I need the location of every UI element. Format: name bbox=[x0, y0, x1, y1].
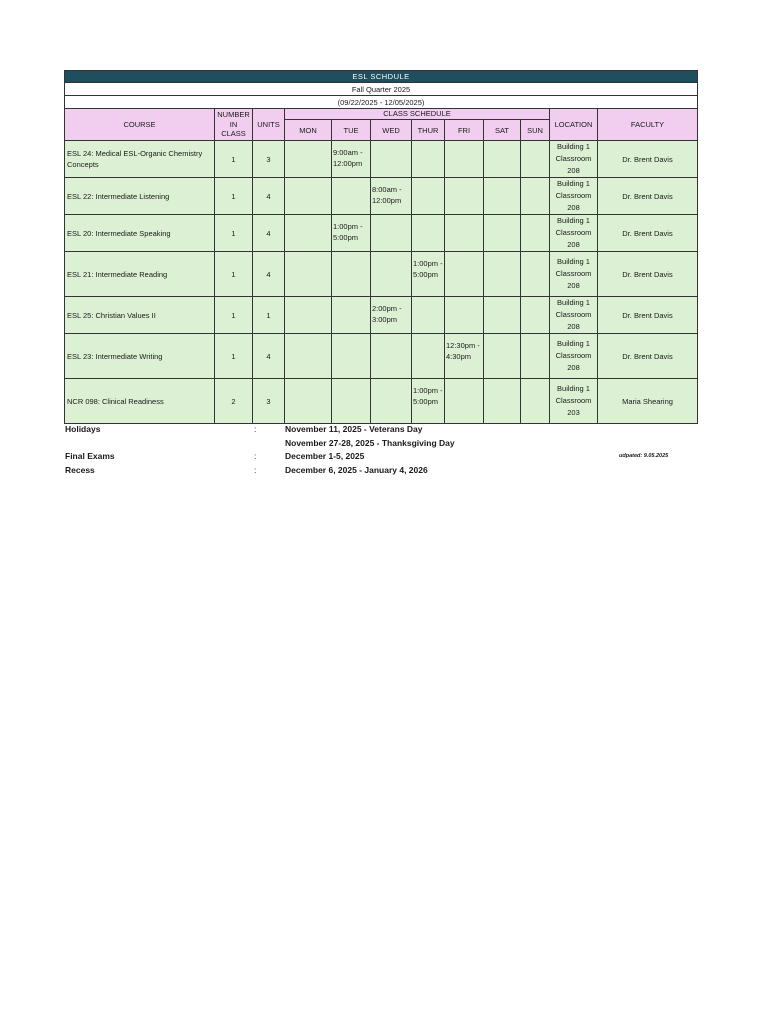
day-cell-fri bbox=[445, 297, 484, 334]
note-row bbox=[64, 424, 697, 438]
day-cell-thur bbox=[412, 178, 445, 215]
course-cell: ESL 20: Intermediate Speaking bbox=[65, 215, 215, 252]
units-cell: 1 bbox=[253, 297, 285, 334]
quarter-dates: (09/22/2025 - 12/05/2025) bbox=[65, 96, 698, 109]
note-label: Holidays bbox=[65, 424, 101, 434]
day-cell-sun bbox=[521, 215, 550, 252]
day-cell-mon bbox=[285, 379, 332, 424]
day-cell-sun bbox=[521, 379, 550, 424]
location-header: LOCATION bbox=[550, 109, 598, 141]
day-cell-mon bbox=[285, 215, 332, 252]
notes-section bbox=[64, 424, 697, 478]
day-cell-thur bbox=[412, 334, 445, 379]
day-cell-mon bbox=[285, 297, 332, 334]
note-row bbox=[64, 438, 697, 452]
day-header-tue: TUE bbox=[332, 120, 371, 141]
course-cell: NCR 098: Clinical Readiness bbox=[65, 379, 215, 424]
number-in-class-cell: 1 bbox=[215, 215, 253, 252]
units-cell: 3 bbox=[253, 141, 285, 178]
day-cell-fri: 12:30pm - 4:30pm bbox=[445, 334, 484, 379]
day-cell-wed bbox=[371, 141, 412, 178]
units-header: UNITS bbox=[253, 109, 285, 141]
day-cell-sun bbox=[521, 334, 550, 379]
day-header-wed: WED bbox=[371, 120, 412, 141]
table-row bbox=[65, 178, 698, 215]
table-row bbox=[65, 141, 698, 178]
number-in-class-header: NUMBER IN CLASS bbox=[215, 109, 253, 141]
day-cell-wed bbox=[371, 252, 412, 297]
faculty-cell: Dr. Brent Davis bbox=[598, 178, 698, 215]
day-cell-sat bbox=[484, 297, 521, 334]
day-cell-fri bbox=[445, 215, 484, 252]
day-cell-mon bbox=[285, 178, 332, 215]
day-cell-tue bbox=[332, 297, 371, 334]
schedule-sheet bbox=[64, 70, 697, 424]
day-cell-sat bbox=[484, 334, 521, 379]
day-cell-fri bbox=[445, 252, 484, 297]
note-colon: : bbox=[254, 464, 257, 475]
day-cell-fri bbox=[445, 379, 484, 424]
note-row bbox=[64, 465, 697, 479]
day-cell-wed: 2:00pm - 3:00pm bbox=[371, 297, 412, 334]
day-header-fri: FRI bbox=[445, 120, 484, 141]
day-cell-thur bbox=[412, 141, 445, 178]
day-cell-wed bbox=[371, 334, 412, 379]
location-cell: Building 1 Classroom 208 bbox=[550, 178, 598, 215]
day-cell-thur: 1:00pm - 5:00pm bbox=[412, 379, 445, 424]
class-schedule-header: CLASS SCHEDULE bbox=[285, 109, 550, 120]
faculty-cell: Dr. Brent Davis bbox=[598, 334, 698, 379]
day-cell-tue: 9:00am - 12:00pm bbox=[332, 141, 371, 178]
day-cell-sat bbox=[484, 252, 521, 297]
day-cell-sun bbox=[521, 141, 550, 178]
schedule-title: ESL SCHDULE bbox=[65, 71, 698, 83]
faculty-cell: Dr. Brent Davis bbox=[598, 252, 698, 297]
day-cell-fri bbox=[445, 141, 484, 178]
number-in-class-cell: 1 bbox=[215, 141, 253, 178]
number-in-class-cell: 1 bbox=[215, 334, 253, 379]
location-cell: Building 1 Classroom 208 bbox=[550, 252, 598, 297]
course-cell: ESL 24: Medical ESL-Organic Chemistry Concepts bbox=[65, 141, 215, 178]
note-row bbox=[64, 451, 697, 465]
number-in-class-cell: 1 bbox=[215, 252, 253, 297]
day-cell-wed bbox=[371, 379, 412, 424]
day-cell-sun bbox=[521, 297, 550, 334]
units-cell: 4 bbox=[253, 215, 285, 252]
faculty-cell: Maria Shearing bbox=[598, 379, 698, 424]
day-header-sun: SUN bbox=[521, 120, 550, 141]
units-cell: 4 bbox=[253, 252, 285, 297]
location-cell: Building 1 Classroom 208 bbox=[550, 334, 598, 379]
day-cell-sun bbox=[521, 252, 550, 297]
updated-note: udpated: 9.05.2025 bbox=[619, 453, 669, 459]
day-cell-sat bbox=[484, 178, 521, 215]
faculty-header: FACULTY bbox=[598, 109, 698, 141]
table-row bbox=[65, 252, 698, 297]
course-cell: ESL 21: Intermediate Reading bbox=[65, 252, 215, 297]
course-cell: ESL 22: Intermediate Listening bbox=[65, 178, 215, 215]
table-row bbox=[65, 334, 698, 379]
day-cell-mon bbox=[285, 252, 332, 297]
location-cell: Building 1 Classroom 203 bbox=[550, 379, 598, 424]
day-cell-tue: 1:00pm - 5:00pm bbox=[332, 215, 371, 252]
units-cell: 4 bbox=[253, 178, 285, 215]
day-cell-wed bbox=[371, 215, 412, 252]
location-cell: Building 1 Classroom 208 bbox=[550, 297, 598, 334]
day-cell-wed: 8:00am - 12:00pm bbox=[371, 178, 412, 215]
quarter-label: Fall Quarter 2025 bbox=[65, 83, 698, 96]
schedule-table bbox=[64, 70, 698, 424]
course-cell: ESL 23: Intermediate Writing bbox=[65, 334, 215, 379]
day-header-thur: THUR bbox=[412, 120, 445, 141]
faculty-cell: Dr. Brent Davis bbox=[598, 215, 698, 252]
day-cell-tue bbox=[332, 178, 371, 215]
location-cell: Building 1 Classroom 208 bbox=[550, 215, 598, 252]
table-row bbox=[65, 379, 698, 424]
table-row bbox=[65, 215, 698, 252]
day-cell-mon bbox=[285, 141, 332, 178]
day-cell-tue bbox=[332, 334, 371, 379]
day-header-sat: SAT bbox=[484, 120, 521, 141]
note-colon: : bbox=[254, 424, 257, 434]
course-header: COURSE bbox=[65, 109, 215, 141]
day-cell-thur bbox=[412, 297, 445, 334]
note-label: Final Exams bbox=[65, 451, 115, 461]
day-cell-fri bbox=[445, 178, 484, 215]
day-cell-sat bbox=[484, 141, 521, 178]
note-value: December 6, 2025 - January 4, 2026 bbox=[285, 464, 428, 475]
number-in-class-cell: 2 bbox=[215, 379, 253, 424]
day-cell-tue bbox=[332, 252, 371, 297]
faculty-cell: Dr. Brent Davis bbox=[598, 297, 698, 334]
table-row bbox=[65, 297, 698, 334]
note-value: December 1-5, 2025 bbox=[285, 451, 365, 461]
day-cell-thur bbox=[412, 215, 445, 252]
note-label: Recess bbox=[65, 464, 95, 475]
units-cell: 3 bbox=[253, 379, 285, 424]
number-in-class-cell: 1 bbox=[215, 178, 253, 215]
location-cell: Building 1 Classroom 208 bbox=[550, 141, 598, 178]
day-cell-tue bbox=[332, 379, 371, 424]
note-colon: : bbox=[254, 451, 257, 461]
faculty-cell: Dr. Brent Davis bbox=[598, 141, 698, 178]
note-value: November 27-28, 2025 - Thanksgiving Day bbox=[285, 437, 455, 448]
day-cell-sat bbox=[484, 215, 521, 252]
day-cell-mon bbox=[285, 334, 332, 379]
course-cell: ESL 25: Christian Values II bbox=[65, 297, 215, 334]
note-value: November 11, 2025 - Veterans Day bbox=[285, 424, 423, 434]
units-cell: 4 bbox=[253, 334, 285, 379]
day-cell-sun bbox=[521, 178, 550, 215]
day-cell-thur: 1:00pm - 5:00pm bbox=[412, 252, 445, 297]
day-cell-sat bbox=[484, 379, 521, 424]
number-in-class-cell: 1 bbox=[215, 297, 253, 334]
day-header-mon: MON bbox=[285, 120, 332, 141]
